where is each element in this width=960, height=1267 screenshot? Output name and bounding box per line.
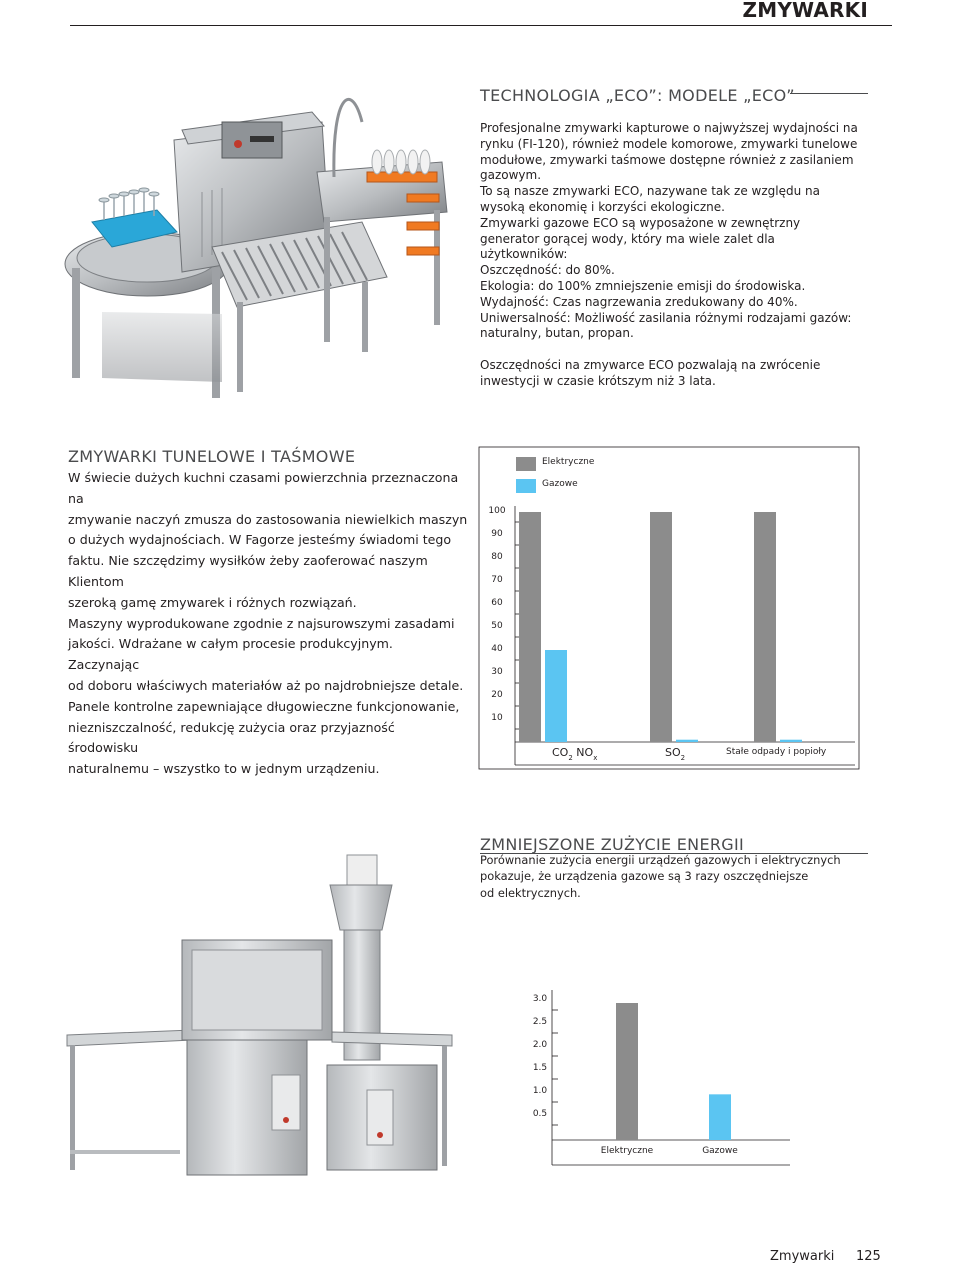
footer-page-number: 125	[856, 1249, 881, 1264]
y-tick-label: 70	[491, 575, 503, 585]
tunnel-line: W świecie dużych kuchni czasami powierzchnia przeznaczona na	[68, 470, 459, 506]
page-header-title: ZMYWARKI	[742, 0, 868, 22]
tunnel-line: Panele kontrolne zapewniające długowieczne funkcjonowanie,	[68, 698, 460, 714]
tunnel-body	[68, 468, 468, 780]
eco-paragraph: To są nasze zmywarki ECO, nazywane tak ze względu na wysoką ekonomię i korzyści ekologiczne.	[480, 184, 820, 214]
legend-label: Gazowe	[542, 479, 578, 489]
emissions-chart	[470, 440, 870, 780]
bar-gazowe	[709, 1094, 731, 1140]
eco-section-title: TECHNOLOGIA „ECO”: MODELE „ECO”	[480, 86, 795, 105]
tunnel-line: o dużych wydajnościach. W Fagorze jesteśmy świadomi tego	[68, 532, 452, 548]
eco-paragraph: Ekologia: do 100% zmniejszenie emisji do środowiska.	[480, 278, 806, 293]
category-label-solids: Stałe odpady i popioły	[726, 747, 827, 757]
tunnel-line: jakości. Wdrażane w całym procesie produkcyjnym. Zaczynając	[68, 636, 393, 673]
energy-chart	[500, 960, 800, 1170]
eco-body	[480, 121, 860, 390]
x-tick-label: Elektryczne	[600, 1146, 654, 1156]
eco-paragraph: Oszczędność: do 80%.	[480, 263, 615, 278]
conveyor-dishwasher-image	[62, 82, 462, 402]
energy-line: pokazuje, że urządzenia gazowe są 3 razy oszczędniejsze	[480, 869, 809, 884]
bar-elektryczne	[650, 512, 672, 742]
y-tick-label: 100	[488, 506, 506, 516]
bar-gazowe	[545, 650, 567, 742]
eco-title-rule	[790, 93, 868, 94]
y-tick-label: 90	[491, 529, 503, 539]
y-tick-label: 30	[491, 667, 503, 677]
tunnel-line: od doboru właściwych materiałów aż po najdrobniejsze detale.	[68, 677, 464, 693]
footer-section-name: Zmywarki	[770, 1249, 835, 1264]
hood-dishwasher-image	[62, 850, 462, 1180]
x-tick-label: Gazowe	[702, 1146, 738, 1156]
y-tick-label: 10	[491, 713, 503, 723]
bar-elektryczne	[519, 512, 541, 742]
y-tick-label: 0.5	[532, 1109, 548, 1119]
category-label-so2: $SO_2$	[665, 746, 686, 762]
energy-line: Porównanie zużycia energii urządzeń gazowych i elektrycznych	[480, 853, 841, 867]
tunnel-line: zmywanie naczyń zmusza do zastosowania niewielkich maszyn	[68, 511, 468, 527]
energy-body	[480, 852, 860, 901]
y-tick-label: 2.0	[532, 1040, 548, 1050]
product-photo-hood	[62, 850, 462, 1180]
bar-gazowe	[676, 740, 698, 742]
product-photo-conveyor	[62, 82, 462, 402]
eco-closing: Oszczędności na zmywarce ECO pozwalają na zwrócenie inwestycji w czasie krótszym niż 3 lata.	[480, 358, 821, 388]
legend-label: Elektryczne	[542, 457, 595, 467]
tunnel-line: naturalnemu – wszystko to w jednym urządzeniu.	[68, 761, 380, 777]
tunnel-section-title: ZMYWARKI TUNELOWE I TAŚMOWE	[68, 447, 356, 466]
energy-line: od elektrycznych.	[480, 885, 581, 900]
header-rule	[70, 25, 892, 26]
tunnel-line: Maszyny wyprodukowane zgodnie z najsurowszymi zasadami	[68, 615, 455, 631]
y-tick-label: 40	[491, 644, 503, 654]
tunnel-line: szeroką gamę zmywarek i różnych rozwiązań.	[68, 594, 357, 610]
eco-paragraph: Profesjonalne zmywarki kapturowe o najwyższej wydajności na rynku (FI-120), również modele komorowe, zmywarki tunelowe modułowe, zmywarki taśmowe dostępne również z zasilaniem gazowym.	[480, 121, 858, 183]
eco-paragraph: Wydajność: Czas nagrzewania zredukowany do 40%.	[480, 294, 798, 309]
eco-paragraph: Uniwersalność: Możliwość zasilania różnymi rodzajami gazów: naturalny, butan, propan.	[480, 310, 852, 341]
tunnel-line: niezniszczalność, redukcję zużycia oraz przyjazność środowisku	[68, 719, 395, 756]
legend-swatch	[516, 479, 536, 493]
category-label-co2-nox: $CO_2$ $NO_x$	[552, 746, 598, 762]
y-tick-label: 50	[491, 621, 503, 631]
tunnel-line: faktu. Nie szczędzimy wysiłków żeby zaoferować naszym Klientom	[68, 553, 428, 589]
y-tick-label: 60	[491, 598, 503, 608]
y-tick-label: 1.5	[532, 1063, 548, 1073]
legend-swatch	[516, 457, 536, 471]
bar-elektryczne	[616, 1003, 638, 1140]
bar-elektryczne	[754, 512, 776, 742]
eco-paragraph: Zmywarki gazowe ECO są wyposażone w zewnętrzny generator gorącej wody, który ma wiele zalet dla użytkowników:	[480, 215, 801, 262]
y-tick-label: 2.5	[532, 1017, 548, 1027]
bar-gazowe	[780, 740, 802, 742]
y-tick-label: 1.0	[532, 1086, 548, 1096]
y-tick-label: 3.0	[532, 994, 548, 1004]
y-tick-label: 80	[491, 552, 503, 562]
energy-section-title: ZMNIEJSZONE ZUŻYCIE ENERGII	[480, 835, 745, 854]
y-tick-label: 20	[491, 690, 503, 700]
